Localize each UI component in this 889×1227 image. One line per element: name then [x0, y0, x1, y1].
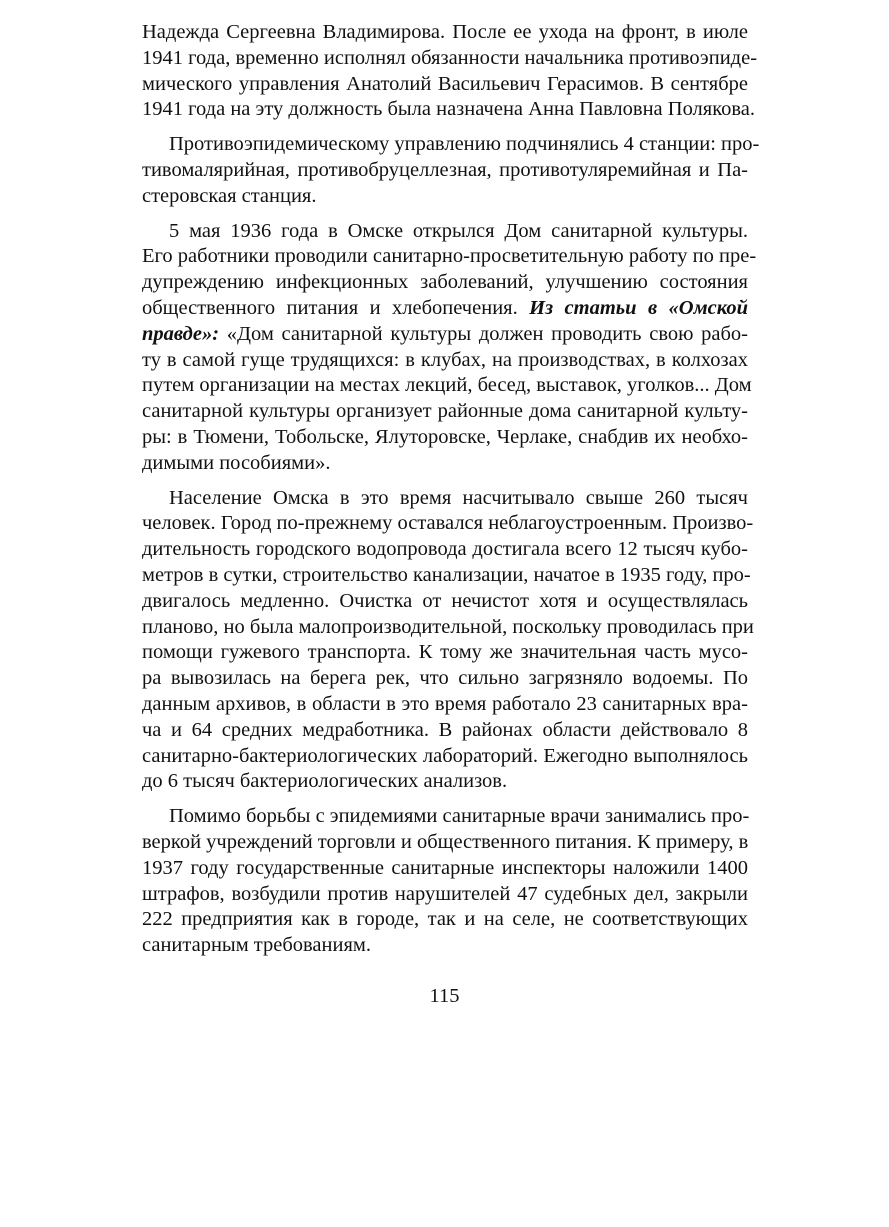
text-line: веркой учреждений торговли и общественного питания. К примеру, в	[142, 830, 749, 853]
document-page	[142, 20, 760, 968]
paragraph-4	[142, 486, 754, 796]
text-line: метров в сутки, строительство канализации, начатое в 1935 году, про-	[142, 563, 751, 586]
text-line: ра вывозилась на берега рек, что сильно загрязняло водоемы. По	[142, 667, 748, 690]
text-line: ры: в Тюмени, Тобольске, Ялуторовске, Черлаке, снабдив их необхо-	[142, 425, 748, 448]
text-segment: общественного питания и хлебопечения.	[142, 296, 518, 319]
text-line: штрафов, возбудили против нарушителей 47 судебных дел, закрыли	[142, 882, 748, 905]
paragraph-1	[142, 20, 758, 123]
text-line: санитарно-бактериологических лабораторий. Ежегодно выполнялось	[142, 744, 748, 767]
text-line: Помимо борьбы с эпидемиями санитарные врачи занимались про-	[169, 805, 750, 828]
paragraph-3	[142, 219, 757, 477]
quote-text: «Дом санитарной культуры должен проводить свою рабо-	[226, 322, 749, 345]
text-line: Его работники проводили санитарно-просветительную работу по пре-	[142, 245, 757, 268]
text-line: димыми пособиями».	[142, 451, 331, 474]
paragraph-2	[142, 132, 760, 209]
text-line: 1941 года, временно исполнял обязанности начальника противоэпиде-	[142, 46, 758, 69]
quote-source-end: правде»:	[142, 322, 220, 345]
text-line: человек. Город по-прежнему оставался неблагоустроенным. Произво-	[142, 512, 754, 535]
text-line: путем организации на местах лекций, бесед, выставок, уголков... Дом	[142, 374, 752, 397]
text-line: помощи гужевого транспорта. К тому же значительная часть мусо-	[142, 641, 748, 664]
text-line: 222 предприятия как в городе, так и на селе, не соответствующих	[142, 908, 748, 931]
text-line: дупреждению инфекционных заболеваний, улучшению состояния	[142, 271, 748, 294]
text-line: планово, но была малопроизводительной, поскольку проводилась при	[142, 615, 754, 638]
text-line: Надежда Сергеевна Владимирова. После ее ухода на фронт, в июле	[142, 21, 748, 43]
text-line: 1941 года на эту должность была назначена Анна Павловна Полякова.	[142, 98, 756, 121]
text-line: данным архивов, в области в это время работало 23 санитарных вра-	[142, 692, 748, 715]
text-line: Население Омска в это время насчитывало свыше 260 тысяч	[169, 486, 748, 509]
text-line: санитарным требованиям.	[142, 934, 372, 957]
quote-source-lead: Из статьи в «Омской	[529, 296, 748, 319]
text-line: стеровская станция.	[142, 184, 317, 207]
text-line: 1937 году государственные санитарные инспекторы наложили 1400	[142, 856, 748, 879]
text-line: Противоэпидемическому управлению подчинялись 4 станции: про-	[169, 133, 760, 156]
text-line: мического управления Анатолий Васильевич Герасимов. В сентябре	[142, 72, 748, 95]
text-line: двигалось медленно. Очистка от нечистот хотя и осуществлялась	[142, 589, 748, 612]
text-line: тивомалярийная, противобруцеллезная, противотуляремийная и Па-	[142, 158, 748, 181]
paragraph-5	[142, 804, 748, 959]
text-line: ту в самой гуще трудящихся: в клубах, на производствах, в колхозах	[142, 348, 748, 371]
page-number: 115	[429, 985, 460, 1007]
text-line: до 6 тысяч бактериологических анализов.	[142, 770, 508, 793]
text-line: 5 мая 1936 года в Омске открылся Дом санитарной культуры.	[169, 219, 748, 242]
text-line: дительность городского водопровода достигала всего 12 тысяч кубо-	[142, 538, 748, 561]
text-line-with-quote	[142, 296, 748, 322]
text-line-with-quote	[142, 322, 748, 348]
text-line: санитарной культуры организует районные дома санитарной культу-	[142, 400, 748, 423]
text-line: ча и 64 средних медработника. В районах области действовало 8	[142, 718, 748, 741]
